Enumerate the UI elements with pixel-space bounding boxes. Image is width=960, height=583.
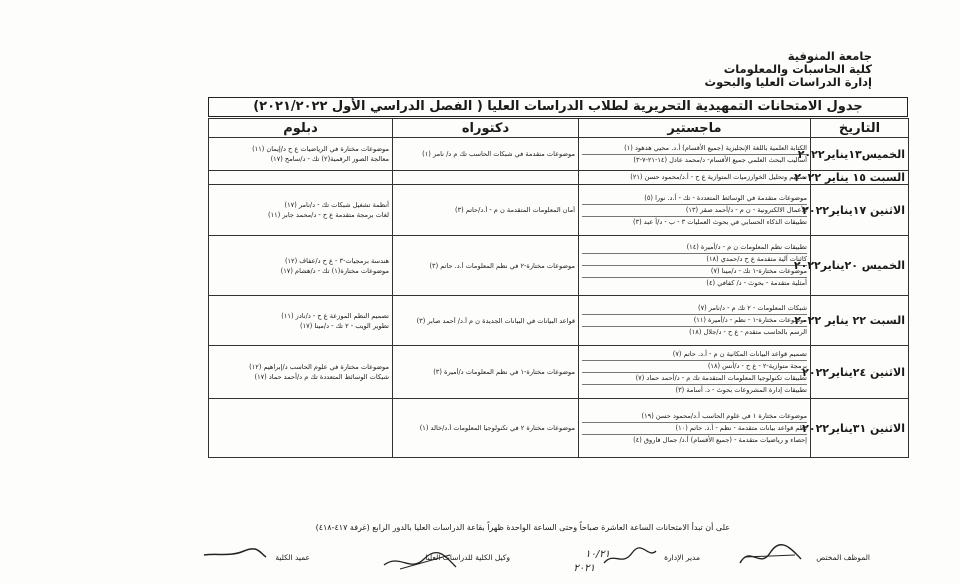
department-name: إدارة الدراسات العليا والبحوث bbox=[704, 75, 872, 89]
course-entry: نظم قواعد بيانات متقدمة - نظم - أ.د. حاتم (١٠) bbox=[582, 423, 807, 435]
row-masters-cell bbox=[579, 138, 811, 171]
course-entry: موضوعات مختارة-١ في نظم المعلومات د/أميرة (٣) bbox=[433, 368, 575, 376]
university-name: جامعة المنوفية bbox=[787, 49, 872, 63]
manager-signature-icon bbox=[600, 545, 660, 571]
exam-schedule-table bbox=[208, 118, 909, 458]
schedule-row bbox=[209, 296, 909, 346]
row-date: الاثنين ٢٤يناير٢٠٢٢ bbox=[811, 346, 909, 399]
course-entry: موضوعات مختارة ١ في علوم الحاسب أ.د/محمود حسن (١٩) bbox=[582, 411, 807, 423]
course-entry: برمجة متوازية-٢ - ع ح - د/أنس (١٨) bbox=[582, 361, 807, 373]
course-entry: أساليب البحث العلمي جميع الأقسام- د/محمد عادل (١٤-٢١-٧-٣) bbox=[633, 155, 807, 164]
row-masters-cell bbox=[579, 296, 811, 346]
course-entry: تصميم النظم الموزعة ع ح - د/نادر (١١) bbox=[281, 311, 389, 320]
vice-dean-signature-icon bbox=[380, 549, 460, 575]
row-masters-cell bbox=[579, 185, 811, 236]
course-entry: شبكات الوسائط المتعددة تك م د/أحمد حماد (١٧) bbox=[254, 373, 389, 381]
faculty-name: كلية الحاسبات والمعلومات bbox=[723, 62, 872, 76]
row-diploma-cell bbox=[209, 236, 393, 296]
course-entry: قواعد البيانات في البيانات الجديدة ن م أ.د/ أحمد صابر (٣) bbox=[416, 316, 575, 325]
row-date: الخميس ٢٠يناير٢٠٢٢ bbox=[811, 236, 909, 296]
signature-employee-label: الموظف المختص bbox=[816, 553, 870, 562]
course-entry: الأعمال الالكترونية - ن م - د/أحمد صقر (١٣) bbox=[582, 205, 807, 217]
schedule-row bbox=[209, 185, 909, 236]
schedule-row bbox=[209, 171, 909, 185]
employee-signature-icon bbox=[735, 543, 805, 571]
course-entry: موضوعات مختارة ٢ في تكنولوجيا المعلومات أ.د/خالد (١) bbox=[419, 424, 575, 432]
course-entry: الرسم بالحاسب متقدم - ع ح - د/جلال (١٨) bbox=[689, 328, 807, 336]
schedule-row bbox=[209, 346, 909, 399]
row-phd-cell bbox=[393, 399, 579, 458]
row-masters-cell bbox=[579, 171, 811, 185]
course-entry: كائنات آلية متقدمة ع ح د/حمدي (١٨) bbox=[582, 254, 807, 266]
course-entry: لغات برمجة متقدمة ع ح - د/محمد جابر (١١) bbox=[268, 211, 389, 219]
course-entry: تصميم قواعد البيانات المكانية ن م - أ.د. حاتم (٧) bbox=[582, 349, 807, 361]
row-masters-cell bbox=[579, 346, 811, 399]
signature-row bbox=[240, 547, 870, 577]
course-entry: موضوعات مختارة-٢ في نظم المعلومات أ.د. حاتم (٣) bbox=[429, 261, 575, 270]
row-masters-cell bbox=[579, 236, 811, 296]
course-entry: تطبيقات الذكاء الحسابي في بحوث العمليات ٣ - ب - د/أ عبد (٣) bbox=[633, 217, 807, 226]
course-entry: موضوعات مختارة في الرياضيات ع ح د/إيمان (١١) bbox=[252, 145, 389, 153]
row-date: الاثنين ٣١يناير٢٠٢٢ bbox=[811, 399, 909, 458]
handwritten-year: ٢٠٢١ bbox=[573, 563, 595, 574]
row-diploma-cell bbox=[209, 185, 393, 236]
course-entry: أنظمة تشغيل شبكات تك - د/نامر (١٧) bbox=[284, 201, 389, 209]
course-entry: موضوعات متقدمة في شبكات الحاسب تك م د/ نامر (١) bbox=[422, 150, 575, 158]
row-diploma-cell bbox=[209, 171, 393, 185]
row-date: السبت ٢٢ يناير ٢٠٢٢ bbox=[811, 296, 909, 346]
row-diploma-cell bbox=[209, 138, 393, 171]
row-phd-cell bbox=[393, 346, 579, 399]
course-entry: موضوعات مختارة في علوم الحاسب د/إبراهيم (١٢) bbox=[249, 363, 389, 371]
schedule-row bbox=[209, 138, 909, 171]
course-entry: موضوعات مختارة-١ تك - د/مينا (٧) bbox=[582, 266, 807, 278]
course-entry: موضوعات مختارة-١ - نظم - د/أميرة (١١) bbox=[582, 315, 807, 327]
row-diploma-cell bbox=[209, 346, 393, 399]
row-phd-cell bbox=[393, 185, 579, 236]
course-entry: موضوعات مختارة(١) تك - د/هشام (١٧) bbox=[280, 266, 389, 275]
schedule-row bbox=[209, 399, 909, 458]
row-masters-cell bbox=[579, 399, 811, 458]
handwritten-date: ١٠/٢١ bbox=[585, 549, 610, 560]
row-phd-cell bbox=[393, 296, 579, 346]
exam-time-note: على أن تبدأ الامتحانات الساعة العاشرة صباحاً وحتى الساعة الواحدة ظهراً بقاعة الدراسات العليا بالدور الرابع (غرفة ٤١٧-٤١٨) bbox=[315, 523, 730, 532]
course-entry: أمثلية متقدمة - بحوث - د/ كفافي (٤) bbox=[706, 279, 807, 287]
row-phd-cell bbox=[393, 236, 579, 296]
signature-manager-label: مدير الإدارة bbox=[664, 553, 700, 562]
row-date: الاثنين ١٧يناير٢٠٢٢ bbox=[811, 185, 909, 236]
course-entry: تطبيقات تكنولوجيا المعلومات المتقدمة تك م - د/أحمد حماد (٧) bbox=[582, 373, 807, 385]
course-entry: تصميم وتحليل الخوارزميات المتوازية ع ح - أ.د/محمود حسن (٢١) bbox=[630, 173, 807, 181]
course-entry: أمان المعلومات المتقدمة ن م - أ.د/حاتم (٣) bbox=[455, 206, 575, 214]
document-title: جدول الامتحانات التمهيدية التحريرية لطلاب الدراسات العليا ( الفصل الدراسي الأول ٢٠٢١/٢٠٢٢) bbox=[208, 97, 908, 117]
course-entry: هندسة برمجيات-٣ - ع ح د/عفاف (١٢) bbox=[284, 256, 389, 265]
signature-dean-label: عميد الكلية bbox=[275, 553, 310, 562]
header-phd: دكتوراه bbox=[393, 119, 579, 138]
row-phd-cell bbox=[393, 138, 579, 171]
course-entry: تطوير الويب - ٢ تك - د/مينا (١٧) bbox=[300, 321, 389, 330]
row-phd-cell bbox=[393, 171, 579, 185]
header-diploma: دبلوم bbox=[209, 119, 393, 138]
row-date: الخميس١٣يناير٢٠٢٢ bbox=[811, 138, 909, 171]
schedule-row bbox=[209, 236, 909, 296]
signature-vice-dean-label: وكيل الكلية للدراسات العليا bbox=[425, 553, 510, 562]
table-header-row bbox=[209, 119, 909, 138]
course-entry: إحصاء و رياضيات متقدمة - (جميع الأقسام) أ.د/ جمال فاروق (٤) bbox=[633, 435, 807, 444]
course-entry: تطبيقات إدارة المشروعات بحوث - د. أسامة (٣) bbox=[675, 385, 807, 394]
course-entry: الكتابة العلمية باللغة الإنجليزية (جميع الأقسام) أ.د. محيي هدهود (١) bbox=[582, 143, 807, 155]
course-entry: معالجة الصور الرقمية(٢) تك - د/سامح (١٧) bbox=[270, 155, 389, 163]
row-date: السبت ١٥ يناير ٢٠٢٢ bbox=[811, 171, 909, 185]
course-entry: موضوعات متقدمة في الوسائط المتعددة - تك - أ.د. نورا (٥) bbox=[582, 193, 807, 205]
letterhead bbox=[705, 50, 872, 89]
dean-signature-icon bbox=[200, 543, 270, 569]
row-diploma-cell bbox=[209, 296, 393, 346]
course-entry: شبكات المعلومات - ٢ تك م - د/نامر (٧) bbox=[582, 303, 807, 315]
header-date: التاريخ bbox=[811, 119, 909, 138]
row-diploma-cell bbox=[209, 399, 393, 458]
course-entry: تطبيقات نظم المعلومات ن م - د/أميرة (١٤) bbox=[582, 242, 807, 254]
header-masters: ماجستير bbox=[579, 119, 811, 138]
